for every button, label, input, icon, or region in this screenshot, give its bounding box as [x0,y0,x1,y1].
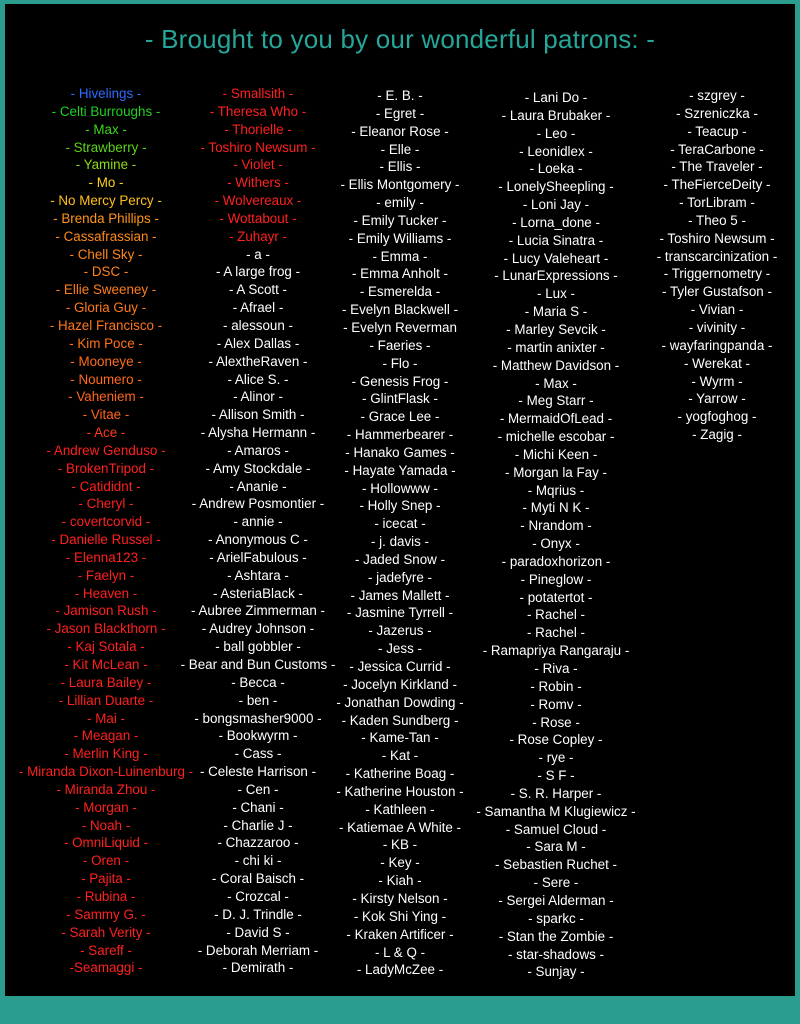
patron-name: - Holly Snep - [359,498,441,514]
patron-name: - Cheryl - [78,496,134,512]
patron-name: - Genesis Frog - [351,373,449,389]
patron-name: - Grace Lee - [360,409,440,425]
patron-name: - Leo - [536,125,576,141]
patron-name: - Alysha Hermann - [200,425,316,441]
patron-name: - Vivian - [690,302,744,318]
patron-name: - Danielle Russel - [51,532,161,548]
patron-name: - Mooneye - [70,353,142,369]
patron-name: - Miranda Dixon-Luinenburg - [18,764,194,780]
patron-name: - Jaded Snow - [354,551,446,567]
patron-name: - annie - [233,514,283,530]
patron-name: - Alex Dallas - [216,335,300,351]
patron-name: - Bear and Bun Customs - [180,657,336,672]
patron-name: - Teacup - [687,123,747,139]
patron-name: - Myti N K - [522,500,590,516]
patron-name: - Sere - [533,875,579,891]
patron-name: - Withers - [227,175,289,191]
patron-name: - Sara M - [526,839,586,855]
patron-name: - Katherine Houston - [336,783,464,799]
patron-name: - Hazel Francisco - [49,317,163,333]
patron-name: - Pajita - [81,871,131,887]
patron-name: - icecat - [374,516,426,532]
patron-name: - Kraken Artificer - [346,926,454,942]
patron-name: - Cen - [237,781,279,797]
patron-name: - DSC - [83,264,129,280]
patron-name: - Aubree Zimmerman - [191,603,325,619]
patron-name: - No Mercy Percy - [50,193,162,209]
patron-name: - Jazerus - [368,623,432,639]
patron-name: - Ashtara - [227,567,289,583]
patron-name: - Zagig - [692,427,742,443]
patron-name: - KB - [382,837,418,853]
patron-name: - Kiah - [378,873,422,889]
patron-name: - Ellis Montgomery - [340,177,460,193]
patron-name: - Ellis - [379,159,421,175]
patron-name: - Kaj Sotala - [67,639,145,655]
patron-name: - Marley Sevcik - [506,321,606,337]
patron-name: - Thorielle - [224,121,292,137]
patron-name: - Alice S. - [227,371,289,387]
patron-name: - AsteriaBlack - [212,585,304,601]
patron-name: - David S - [226,924,290,940]
patron-name: - rye - [538,750,574,766]
patron-name: - Sergei Alderman - [498,892,614,908]
patron-name: - Bookwyrm - [218,728,298,744]
patron-name: - Miranda Zhou - [56,781,156,797]
patron-name: - L & Q - [374,944,426,960]
patron-name: - Amaros - [227,442,289,458]
patron-name: - Loni Jay - [522,197,590,213]
credits-title: - Brought to you by our wonderful patrons: - [144,24,656,54]
patron-name: - Hammerbearer - [346,427,454,443]
patron-name: - Flo - [382,355,418,371]
patron-name: - Theresa Who - [209,103,307,119]
patron-name: - LadyMcZee - [356,962,444,978]
patron-name: - Ramapriya Rangaraju - [482,643,630,659]
patron-name: - A Scott - [228,282,288,298]
patron-name: - Elenna123 - [65,549,147,565]
patron-name: - Riva - [534,661,578,676]
patron-name: - Cass - [234,746,282,762]
patron-name: - E. B. - [377,88,423,103]
patron-name: - Heaven - [74,585,138,601]
patron-name: - Lucia Sinatra - [508,232,604,248]
patron-name: - MermaidOfLead - [499,411,613,427]
patron-name: - Key - [380,855,420,871]
patron-name: - Emma Anholt - [352,266,448,282]
patron-name: - Audrey Johnson - [201,621,315,637]
patron-name: - Samantha M Klugiewicz - [476,803,636,819]
patron-name: - Deborah Merriam - [197,942,319,958]
patron-name: - Sareff - [80,942,132,958]
patron-name: - Romv - [530,696,582,712]
patron-name: - Anonymous C - [208,532,308,548]
patron-name: - Evelyn Blackwell - [341,302,459,318]
patron-name: - LunarExpressions - [494,268,618,284]
patron-name: - szgrey - [689,88,745,103]
patron-name: - Oren - [82,853,130,869]
patron-name: - Samuel Cloud - [505,821,607,837]
patron-name: - Morgan la Fay - [505,464,607,480]
patron-name: - Rose - [532,714,580,730]
patron-name: - alessoun - [223,317,293,333]
patron-name: - Kat - [381,748,419,764]
patron-name: - Meg Starr - [518,393,594,409]
patron-name: - emily - [376,195,424,211]
patron-name: - Wyrm - [691,373,743,389]
patron-name: - jadefyre - [368,569,432,585]
patron-name: - Emma - [372,248,428,264]
patron-name: - Andrew Genduso - [46,442,166,458]
patron-name: - Zuhayr - [228,228,288,244]
patron-name: - GlintFlask - [362,391,438,407]
patron-name: - AlextheRaven - [208,353,308,369]
patron-name: - Faelyn - [77,567,135,583]
patron-name: - Tyler Gustafson - [662,284,772,300]
patron-name: - Cassafrassian - [55,228,157,244]
patron-name: - star-shadows - [508,946,604,962]
patron-name: - ball gobbler - [215,639,301,655]
patron-name: - James Mallett - [350,587,450,603]
patron-credits-panel [5,4,795,996]
patron-name: - Onyx - [532,536,580,552]
patron-name: - Pineglow - [520,571,592,587]
patron-name: - Ananie - [229,478,287,494]
patron-name: - Ace - [86,425,126,441]
patron-name: - Maria S - [524,304,588,320]
patron-name: - Sarah Verity - [61,924,151,940]
patron-name: - Gloria Guy - [65,300,147,316]
patron-name: - Yamine - [75,157,137,173]
patron-name: - Andrew Posmontier - [191,496,325,512]
patron-name: - bongsmasher9000 - [194,710,322,726]
patron-name: - Egret - [375,105,425,121]
patron-name: - Werekat - [684,355,750,371]
patron-name: - transcarcinization - [656,248,778,264]
patron-name: - ArielFabulous - [209,549,307,565]
patron-name: - Alinor - [233,389,283,405]
patron-name: - Robin - [530,678,582,694]
patron-name: - Elle - [380,141,420,157]
patron-name: - Kim Poce - [69,335,143,351]
patron-name: - Vitae - [82,407,130,423]
patron-name: - OmniLiquid - [63,835,149,851]
patron-name: - Matthew Davidson - [492,357,620,373]
patron-name: - j. davis - [370,534,430,550]
patron-name: - S F - [537,768,575,784]
patron-name: - potatertot - [519,589,593,605]
patron-name: - Loeka - [529,161,583,177]
patron-name: - Chell Sky - [69,246,143,262]
patron-column-3 [323,87,477,979]
patron-name: - Lorna_done - [512,214,600,230]
patron-column-2 [173,85,343,977]
patron-name: - Laura Brubaker - [501,107,611,123]
patron-name: - LonelySheepling - [498,179,614,195]
patron-name: - Lani Do - [524,90,588,105]
patron-name: - Evelyn Reverman [343,319,457,335]
patron-name: - Charlie J - [223,817,293,833]
patron-name: - Lucy Valeheart - [503,250,609,266]
patron-name: - Toshiro Newsum - [659,230,775,246]
patron-name: - Triggernometry - [663,266,771,282]
patron-name: - D. J. Trindle - [214,906,302,922]
patron-name: - martin anixter - [507,339,605,355]
patron-name: - michelle escobar - [497,429,615,445]
patron-column-4 [473,89,639,981]
patron-name: - vivinity - [688,319,746,335]
patron-name: - S. R. Harper - [510,785,602,801]
patron-name: - Katiemae A White - [338,819,462,835]
patron-name: - Emily Tucker - [353,212,447,228]
patron-name: - Chazzaroo - [217,835,299,851]
patron-name: - Toshiro Newsum - [200,139,316,155]
patron-name: - Kok Shi Ying - [353,908,447,924]
patron-name: - Theo 5 - [688,212,746,228]
patron-name: - Jonathan Dowding - [336,694,464,710]
patron-name: - Celeste Harrison - [199,764,317,780]
patron-name: - Leonidlex - [519,143,593,159]
patron-name: - Noah - [81,817,131,833]
patron-name: - Jason Blackthorn - [46,621,166,637]
patron-name: - Stan the Zombie - [498,928,614,944]
patron-name: - a - [246,246,270,262]
patron-name: - Max - [85,121,127,137]
patron-name: - Mqrius - [527,482,585,498]
patron-name: - Afrael - [232,300,284,316]
patron-name: - Kathleen - [365,801,435,817]
patron-name: - paradoxhorizon - [501,553,611,569]
patron-name: - Kit McLean - [64,657,148,672]
patron-name: - A large frog - [215,264,301,280]
patron-name: - Celti Burroughs - [51,103,161,119]
patron-name: - Noumero - [70,371,142,387]
patron-name: - Morgan - [75,799,137,815]
patron-name: - Lillian Duarte - [58,692,154,708]
patron-name: - Catididnt - [71,478,141,494]
patron-name: - Violet - [233,157,283,173]
patron-name: - Rachel - [526,607,586,623]
patron-name: - TorLibram - [679,195,755,211]
patron-name: - Faeries - [369,337,431,353]
patron-name: - Kirsty Nelson - [352,890,448,906]
patron-name: - Allison Smith - [211,407,305,423]
patron-name: - Hanako Games - [345,444,455,460]
patron-name: - Becca - [231,674,285,690]
patron-name: - Laura Bailey - [60,674,152,690]
patron-name: -Seamaggi - [69,960,143,976]
patron-column-5 [635,87,795,444]
patron-name: - sparkc - [528,910,584,926]
patron-name: - Demirath - [222,960,294,976]
patron-name: - Jasmine Tyrrell - [346,605,454,621]
patron-name: - Hayate Yamada - [344,462,456,478]
patron-name: - Kame-Tan - [361,730,439,746]
patron-name: - yogfoghog - [677,409,757,425]
patron-name: - ben - [238,692,278,708]
patron-name: - Vaheniem - [68,389,144,405]
patron-name: - Sunjay - [527,964,585,980]
patron-name: - Yarrow - [688,391,746,407]
patron-name: - Sebastien Ruchet - [494,857,618,873]
patron-name: - Mai - [87,710,125,726]
patron-name: - Amy Stockdale - [205,460,311,476]
patron-name: - Strawberry - [65,139,147,155]
patron-name: - Emily Williams - [348,230,452,246]
patron-name: - Coral Baisch - [211,871,305,887]
patron-name: - Ellie Sweeney - [55,282,157,298]
patron-name: - Mo - [88,175,124,191]
patron-name: - Jamison Rush - [55,603,157,619]
patron-name: - covertcorvid - [61,514,151,530]
patron-name: - Hivelings - [70,86,142,101]
patron-name: - Jocelyn Kirkland - [343,676,457,692]
patron-name: - Smallsith - [222,86,294,101]
patron-name: - chi ki - [234,853,282,869]
patron-name: - Eleanor Rose - [351,123,449,139]
patron-name: - Nrandom - [520,518,592,534]
patron-name: - Rose Copley - [509,732,603,748]
patron-name: - TheFierceDeity - [663,177,771,193]
patron-name: - Szreniczka - [676,105,758,121]
patron-name: - Lux - [537,286,575,302]
patron-name: - Rubina - [76,888,136,904]
patron-name: - wayfaringpanda - [661,337,773,353]
patron-name: - Max - [535,375,577,391]
patron-name: - Crozcal - [227,888,289,904]
patron-name: - Sammy G. - [66,906,146,922]
patron-name: - Rachel - [526,625,586,641]
patron-name: - Jessica Currid - [349,659,451,674]
patron-name: - Hollowww - [362,480,438,496]
patron-name: - Wolvereaux - [214,193,302,209]
patron-name: - Katherine Boag - [345,766,455,782]
patron-name: - Esmerelda - [359,284,441,300]
patron-name: - Jess - [378,641,422,657]
patron-name: - Meagan - [73,728,139,744]
patron-name: - Wottabout - [219,210,297,226]
patron-name: - Brenda Phillips - [53,210,159,226]
patron-name: - TeraCarbone - [670,141,764,157]
patron-name: - Chani - [232,799,284,815]
patron-name: - BrokenTripod - [57,460,155,476]
patron-name: - The Traveler - [671,159,763,175]
patron-name: - Kaden Sundberg - [341,712,459,728]
patron-name: - Merlin King - [64,746,148,762]
patron-name: - Michi Keen - [514,446,598,462]
